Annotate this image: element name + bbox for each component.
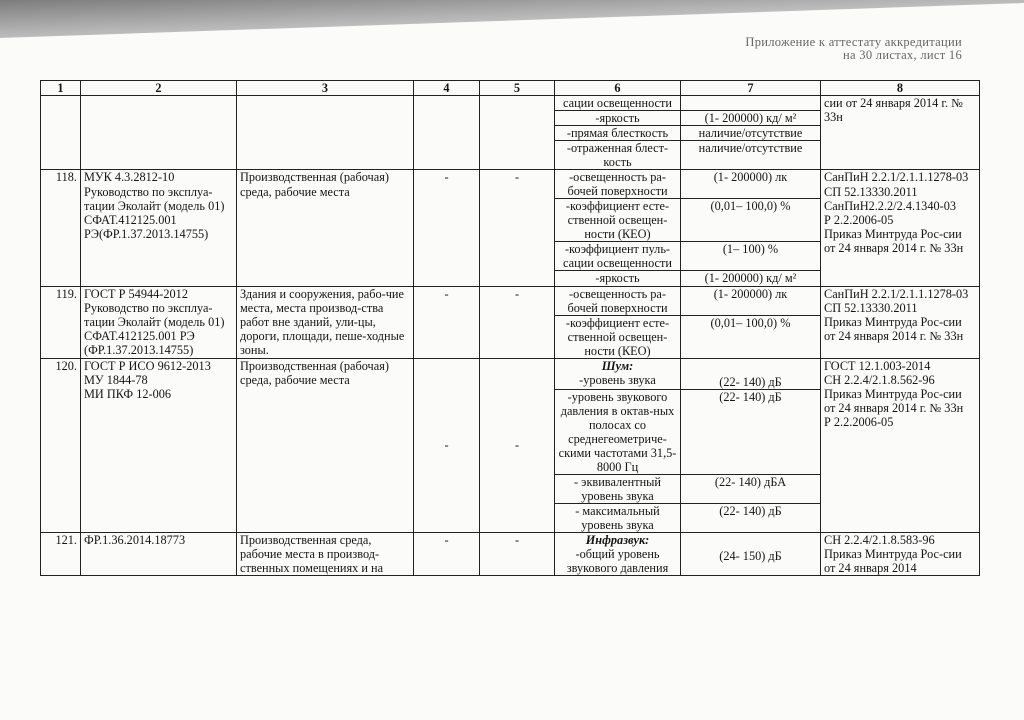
group-title: Шум: <box>601 358 634 373</box>
range-cell: (0,01– 100,0) % <box>681 315 821 358</box>
parameter-cell: -коэффициент пуль-сации освещенности <box>555 242 681 271</box>
range-cell: (24- 150) дБ <box>681 532 821 576</box>
header-line-1: Приложение к аттестату аккредитации <box>745 35 962 49</box>
range-cell: (22- 140) дБ <box>681 503 821 532</box>
method-doc-cell: ГОСТ Р ИСО 9612-2013 МУ 1844-78 МИ ПКФ 12-006 <box>81 358 237 532</box>
norm-doc-cell: СанПиН 2.2.1/2.1.1.1278-03 СП 52.13330.2011 Приказ Минтруда Рос-сии от 24 января 2014 г. № 33н <box>821 286 980 358</box>
parameter-cell: -освещенность ра-бочей поверхности <box>555 170 681 199</box>
row-number: 118. <box>41 170 81 286</box>
parameter-cell: -прямая блесткость <box>555 126 681 141</box>
code-cell: - <box>414 170 480 286</box>
code-cell: - <box>414 532 480 576</box>
range-cell: (1- 200000) кд/ м² <box>681 111 821 126</box>
code-cell: - <box>414 286 480 358</box>
parameter-cell: -уровень звукового давления в октав-ных полосах со среднегеометриче-скими частотами 31,5-8000 Гц <box>555 389 681 474</box>
parameter-cell: -коэффициент есте-ственной освещен-ности (КЕО) <box>555 315 681 358</box>
parameter-cell: -яркость <box>555 271 681 286</box>
column-header: 3 <box>237 81 414 96</box>
table-row <box>41 170 980 199</box>
column-header: 1 <box>41 81 81 96</box>
code-cell: - <box>414 358 480 532</box>
page-edge-shadow <box>0 0 1024 38</box>
object-cell: Производственная (рабочая) среда, рабочие места <box>237 358 414 532</box>
table-row <box>41 286 980 315</box>
parameter-cell: сации освещенности <box>555 96 681 111</box>
column-header: 8 <box>821 81 980 96</box>
parameter-cell: -отраженная блест-кость <box>555 141 681 170</box>
accreditation-scope-table <box>40 80 980 576</box>
row-number: 120. <box>41 358 81 532</box>
method-doc-cell: ГОСТ Р 54944-2012 Руководство по эксплуа-тации Эколайт (модель 01) СФАТ.412125.001 РЭ (ФР.1.37.2013.14755) <box>81 286 237 358</box>
range-cell <box>681 96 821 111</box>
column-header: 7 <box>681 81 821 96</box>
code-cell: - <box>480 358 555 532</box>
parameter-cell: - максимальный уровень звука <box>555 503 681 532</box>
range-cell: (1- 200000) лк <box>681 170 821 199</box>
parameter-cell: -освещенность ра-бочей поверхности <box>555 286 681 315</box>
method-doc-cell: ФР.1.36.2014.18773 <box>81 532 237 576</box>
range-cell: (1- 200000) кд/ м² <box>681 271 821 286</box>
norm-doc-cell: СН 2.2.4/2.1.8.583-96 Приказ Минтруда Рос-сии от 24 января 2014 <box>821 532 980 576</box>
range-cell: (22- 140) дБ <box>681 389 821 474</box>
code-cell: - <box>480 286 555 358</box>
norm-doc-cell: ГОСТ 12.1.003-2014 СН 2.2.4/2.1.8.562-96 Приказ Минтруда Рос-сии от 24 января 2014 г. № 33н Р 2.2.2006-05 <box>821 358 980 532</box>
object-cell: Здания и сооружения, рабо-чие места, места производ-ства работ вне зданий, ули-цы, дороги, площади, пеше-ходные зоны. <box>237 286 414 358</box>
range-cell: (1- 200000) лк <box>681 286 821 315</box>
column-header: 4 <box>414 81 480 96</box>
table-row <box>41 96 980 111</box>
appendix-header-note <box>745 36 962 62</box>
range-cell: наличие/отсутствие <box>681 141 821 170</box>
range-cell: (0,01– 100,0) % <box>681 199 821 242</box>
table-row <box>41 358 980 389</box>
method-doc-cell: МУК 4.3.2812-10 Руководство по эксплуа-тации Эколайт (модель 01) СФАТ.412125.001 РЭ(ФР.1.37.2013.14755) <box>81 170 237 286</box>
range-cell: (22- 140) дБ <box>681 358 821 389</box>
column-header: 2 <box>81 81 237 96</box>
object-cell: Производственная (рабочая) среда, рабочие места <box>237 170 414 286</box>
parameter-cell: Инфразвук: -общий уровень звукового давления <box>555 532 681 576</box>
code-cell: - <box>480 170 555 286</box>
column-header: 5 <box>480 81 555 96</box>
code-cell: - <box>480 532 555 576</box>
norm-doc-cell: СанПиН 2.2.1/2.1.1.1278-03 СП 52.13330.2011 СанПиН2.2.2/2.4.1340-03 Р 2.2.2006-05 Приказ Минтруда Рос-сии от 24 января 2014 г. № 33н <box>821 170 980 286</box>
row-number: 121. <box>41 532 81 576</box>
range-cell: (22- 140) дБА <box>681 474 821 503</box>
column-header: 6 <box>555 81 681 96</box>
parameter-cell: - эквивалентный уровень звука <box>555 474 681 503</box>
range-cell: (1– 100) % <box>681 242 821 271</box>
header-line-2: на 30 листах, лист 16 <box>843 48 962 62</box>
parameter-cell: -яркость <box>555 111 681 126</box>
table-row <box>41 532 980 576</box>
row-number: 119. <box>41 286 81 358</box>
norm-doc-cell: сии от 24 января 2014 г. № 33н <box>821 96 980 170</box>
parameter-cell: Шум: -уровень звука <box>555 358 681 389</box>
group-title: Инфразвук: <box>585 532 650 547</box>
column-number-row <box>41 81 980 96</box>
parameter-cell: -коэффициент есте-ственной освещен-ности (КЕО) <box>555 199 681 242</box>
range-cell: наличие/отсутствие <box>681 126 821 141</box>
object-cell: Производственная среда, рабочие места в производ-ственных помещениях и на <box>237 532 414 576</box>
